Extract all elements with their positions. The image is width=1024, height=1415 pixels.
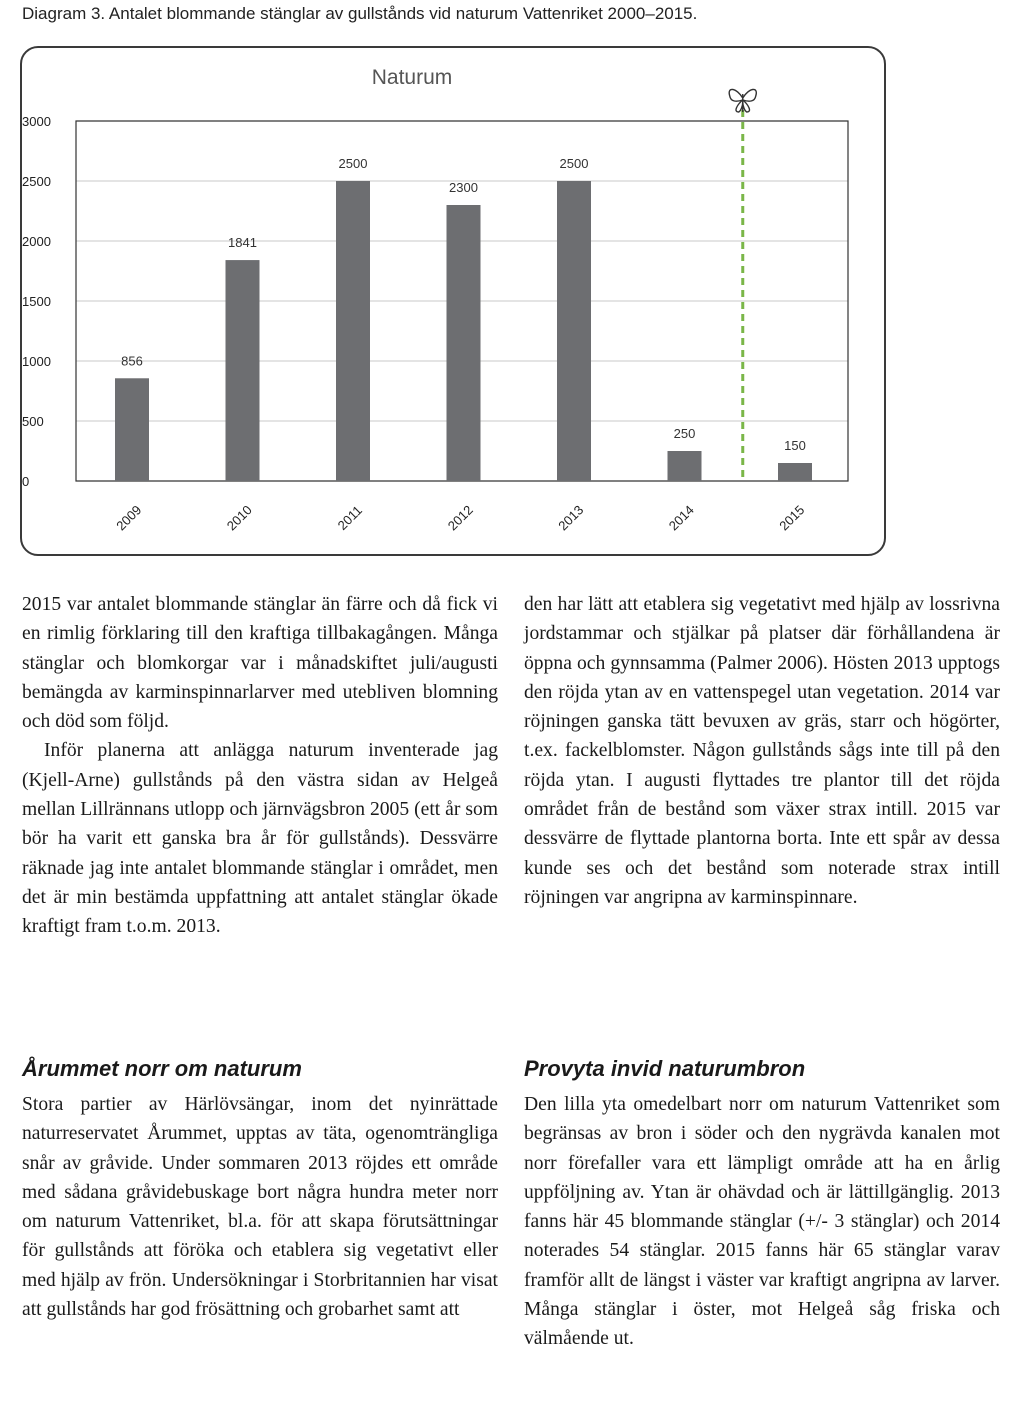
- butterfly-right-wing: [743, 89, 757, 101]
- right-column: [524, 590, 1000, 912]
- bar: [336, 181, 370, 481]
- data-label: 2500: [559, 156, 589, 171]
- y-tick-label: 3000: [22, 114, 51, 129]
- data-label: 150: [784, 438, 806, 453]
- y-tick-label: 1000: [22, 354, 51, 369]
- x-tick-label: 2010: [223, 502, 255, 534]
- bar: [668, 451, 702, 481]
- figure-caption: Diagram 3. Antalet blommande stänglar av gullstånds vid naturum Vattenriket 2000–2015.: [22, 4, 698, 23]
- x-tick-label: 2013: [555, 502, 587, 534]
- data-label: 856: [121, 353, 143, 369]
- section-heading-provyta: Provyta invid naturumbron: [524, 1056, 806, 1081]
- chart-title: Naturum: [371, 66, 453, 89]
- x-tick-label: 2012: [444, 502, 476, 534]
- butterfly-icon: [729, 89, 756, 112]
- x-tick-label: 2011: [334, 502, 366, 534]
- data-label: 2500: [338, 156, 368, 171]
- paragraph: 2015 var antalet blommande stänglar än färre och då fick vi en rimlig förklaring till den kraftiga tillbakagången. Många stänglar och blomkorgar var i månadskiftet juli/augusti bemängda av karminspinnarlarver med utebliven blomning och död som följd.: [22, 594, 498, 733]
- bar-chart: [0, 0, 1024, 580]
- bar: [557, 181, 591, 481]
- x-tick-label: 2009: [113, 502, 145, 534]
- paragraph: den har lätt att etablera sig vegetativt med hjälp av lossrivna jordstammar och stjälkar på platser där förhållandena är öppna och gynnsamma (Palmer 2006). Hösten 2013 upptogs den röjda ytan av en vattenspegel utan vegetation. 2014 var röjningen ganska tätt bevuxen av gräs, starr och högörter, t.ex. fackelblomster. Någon gullstånds sågs inte till på den röjda ytan. I augusti flyttades tre plantor till det röjda området från de bestånd som växer strax intill. 2015 var dessvärre de flyttade plantorna borta. Inte ett spår av dessa kunde ses och det bestånd som noterade strax intill röjningen var angripna av karminspinnare.: [524, 594, 1000, 908]
- bar: [447, 205, 481, 481]
- y-tick-label: 2000: [22, 234, 51, 249]
- x-tick-label: 2014: [665, 502, 697, 534]
- section-body-provyta: [524, 1090, 1000, 1354]
- paragraph: Inför planerna att anlägga naturum inventerade jag (Kjell-Arne) gullstånds på den västra sidan av Helgeå mellan Lillrännans utlopp och järnvägsbron 2005 (ett år som bör ha varit ett ganska bra år för gullstånds). Dessvärre räknade jag inte antalet blommande stänglar i området, men det är min bestämda uppfattning att antalet stänglar ökade kraftigt fram t.o.m. 2013.: [22, 740, 498, 938]
- left-column: [22, 590, 498, 942]
- butterfly-left-wing: [729, 89, 743, 101]
- x-tick-label: 2015: [776, 502, 808, 534]
- y-tick-label: 0: [22, 474, 30, 489]
- bar: [778, 463, 812, 481]
- data-label: 250: [673, 426, 696, 441]
- y-tick-label: 1500: [22, 294, 51, 309]
- section-body-arummet: [22, 1090, 498, 1324]
- paragraph: Stora partier av Härlövsängar, inom det nyinrättade naturreservatet Årummet, upptas av täta, ogenomträngliga snår av gråvide. Under sommaren 2013 röjdes ett område med sådana gråvidebuskage bort några hundra meter norr om naturum Vattenriket, bl.a. för att skapa förutsättningar för gullstånds att föröka och etablera sig vegetativt eller med hjälp av frön. Undersökningar i Storbritannien har visat att gullstånds har god frösättning och grobarhet samt att: [22, 1094, 498, 1321]
- section-heading-arummet: Årummet norr om naturum: [22, 1056, 302, 1081]
- bar: [226, 260, 260, 481]
- bar: [115, 378, 149, 481]
- data-label: 2300: [449, 180, 478, 195]
- y-tick-label: 2500: [22, 174, 51, 189]
- data-label: 1841: [228, 235, 257, 251]
- paragraph: Den lilla yta omedelbart norr om naturum Vattenriket som begränsas av bron i söder och den nygrävda kanalen mot norr förefaller vara ett lämpligt område att ha en årlig uppföljning av. Ytan är ohävdad och är lättillgänglig. 2013 fanns här 45 blommande stänglar (+/- 3 stänglar) och 2014 noterades 54 stänglar. 2015 fanns här 65 stänglar varav framför allt de längst i väster var kraftigt angripna av larver. Många stänglar i öster, mot Helgeå såg friska och välmående ut.: [524, 1094, 1000, 1350]
- y-tick-label: 500: [22, 414, 44, 429]
